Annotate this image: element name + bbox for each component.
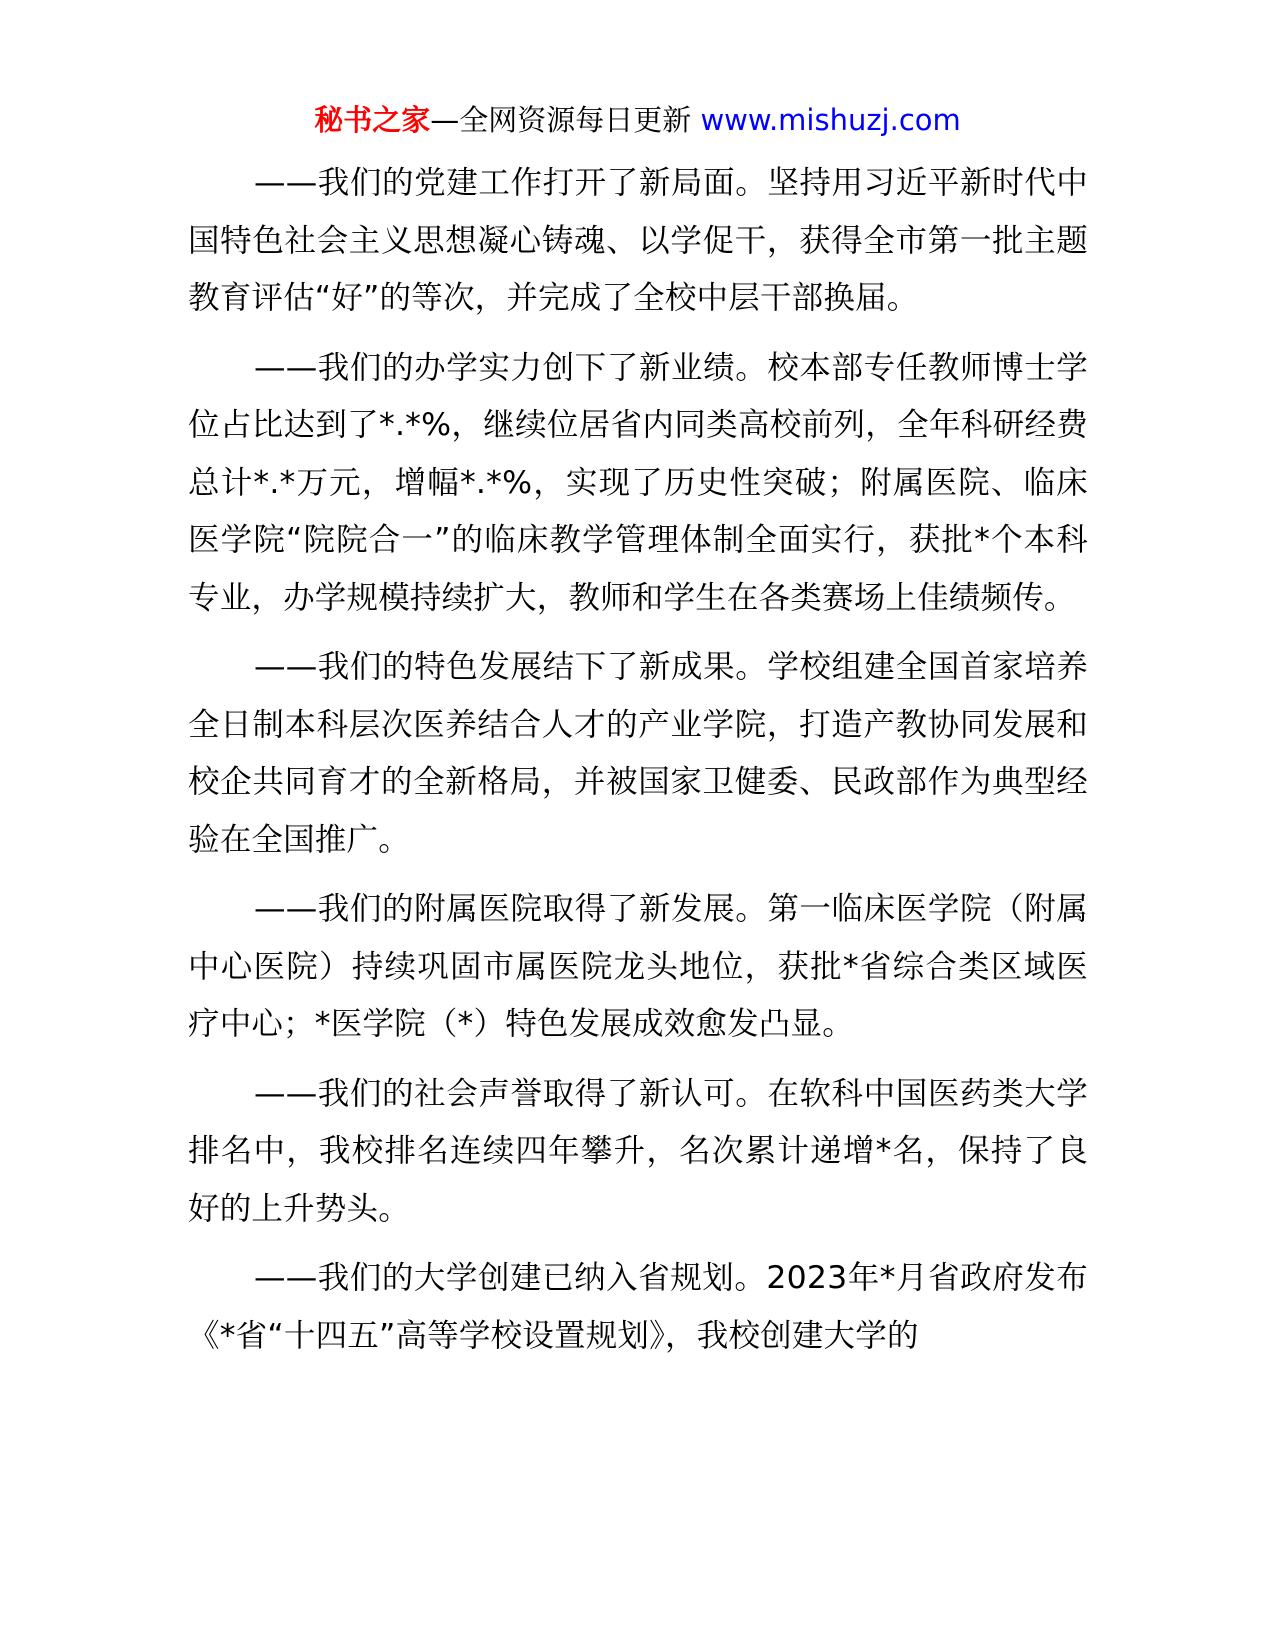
paragraph-party-building: ——我们的党建工作打开了新局面。坚持用习近平新时代中国特色社会主义思想凝心铸魂、以学促干，获得全市第一批主题教育评估“好”的等次，并完成了全校中层干部换届。 <box>188 165 1088 316</box>
document-body <box>188 155 1088 1377</box>
site-tagline: —全网资源每日更新 <box>430 103 692 137</box>
paragraph-social-reputation: ——我们的社会声誉取得了新认可。在软科中国医药类大学排名中，我校排名连续四年攀升，名次累计递增*名，保持了良好的上升势头。 <box>188 1075 1088 1227</box>
paragraph-school-strength: ——我们的办学实力创下了新业绩。校本部专任教师博士学位占比达到了*.*%，继续位居省内同类高校前列，全年科研经费总计*.*万元，增幅*.*%，实现了历史性突破；附属医院、临床医学院“院院合一”的临床教学管理体制全面实行，获批*个本科专业，办学规模持续扩大，教师和学生在各类赛场上佳绩频传。 <box>188 349 1088 616</box>
paragraph-affiliated-hospital: ——我们的附属医院取得了新发展。第一临床医学院（附属中心医院）持续巩固市属医院龙头地位，获批*省综合类区域医疗中心；*医学院（*）特色发展成效愈发凸显。 <box>188 891 1088 1042</box>
paragraph-feature-development: ——我们的特色发展结下了新成果。学校组建全国首家培养全日制本科层次医养结合人才的产业学院，打造产教协同发展和校企共同育才的全新格局，并被国家卫健委、民政部作为典型经验在全国推广。 <box>188 649 1088 858</box>
site-url-link[interactable]: www.mishuzj.com <box>700 103 961 137</box>
site-header <box>0 100 1275 140</box>
site-brand: 秘书之家 <box>314 103 431 137</box>
paragraph-university-planning: ——我们的大学创建已纳入省规划。2023年*月省政府发布《*省“十四五”高等学校设置规划》，我校创建大学的 <box>188 1260 1088 1354</box>
